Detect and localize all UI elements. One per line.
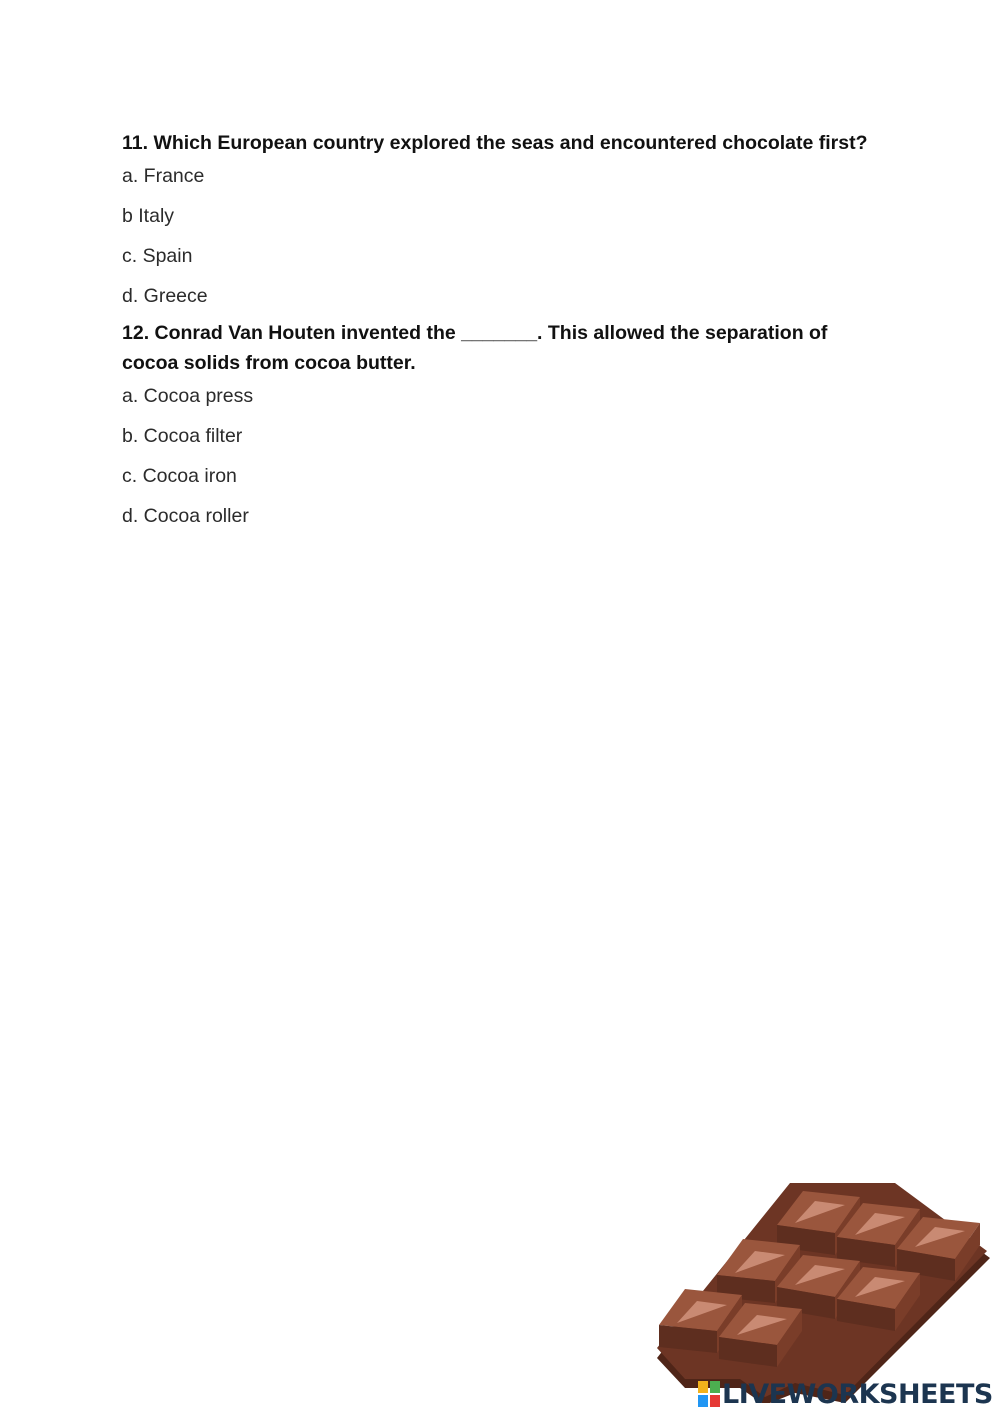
option-12-a[interactable]: a. Cocoa press <box>122 385 254 407</box>
question-11: 11. Which European country explored the seas and encountered chocolate first? <box>122 132 868 154</box>
option-12-c[interactable]: c. Cocoa iron <box>122 465 237 487</box>
option-11-b[interactable]: b Italy <box>122 205 175 227</box>
question-12: 12. Conrad Van Houten invented the _______. This allowed the separation of cocoa solids from cocoa butter. <box>122 322 828 374</box>
option-12-d[interactable]: d. Cocoa roller <box>122 505 249 527</box>
option-11-c[interactable]: c. Spain <box>122 245 193 267</box>
liveworksheets-logo <box>698 1378 993 1410</box>
option-12-b[interactable]: b. Cocoa filter <box>122 425 243 447</box>
option-11-d[interactable]: d. Greece <box>122 285 208 307</box>
liveworksheets-logo-icon <box>698 1381 720 1407</box>
logo-text: LIVEWORKSHEETS <box>722 1378 993 1410</box>
worksheet <box>122 128 882 544</box>
option-11-a[interactable]: a. France <box>122 165 205 187</box>
chocolate-bar-image <box>645 1183 995 1403</box>
